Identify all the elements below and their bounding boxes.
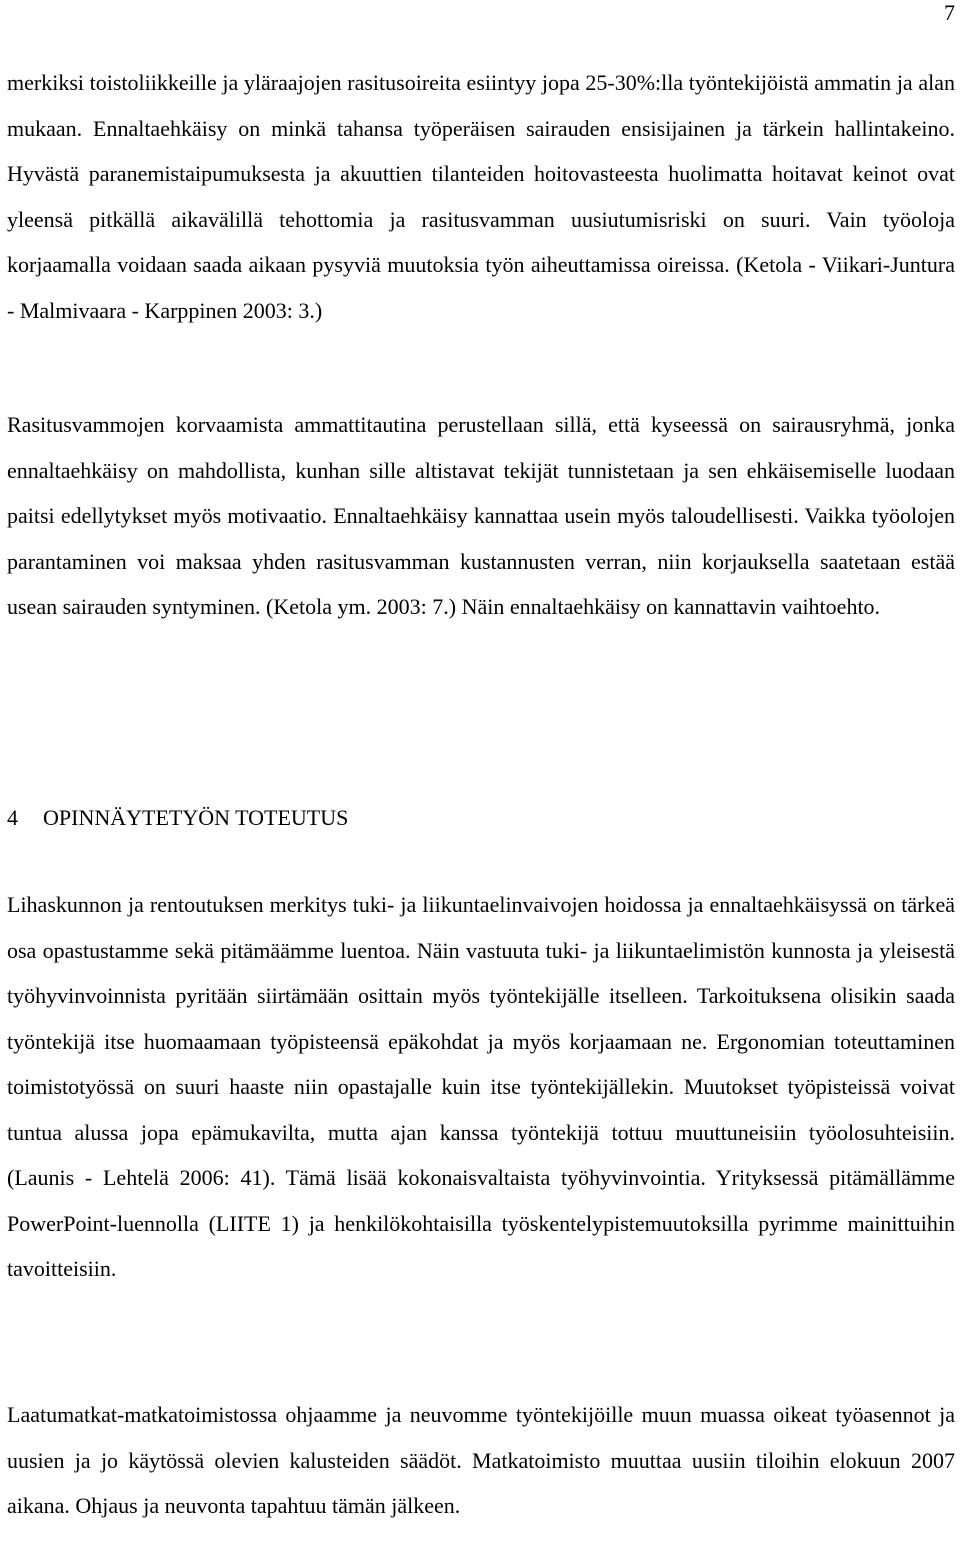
section-paragraph-1: Lihaskunnon ja rentoutuksen merkitys tuki- ja liikuntaelinvaivojen hoidossa ja ennaltaehkäisyssä on tärkeä osa opastustamme sekä pitämäämme luentoa. Näin vastuuta tuki- ja liikuntaelimistön kunnosta ja yleisestä työhyvinvoinnista pyritään siirtämään osittain myös työntekijälle itselleen. Tarkoituksena olisikin saada työntekijä itse huomaamaan työpisteensä epäkohdat ja myös korjaamaan ne. Ergonomian toteuttaminen toimistotyössä on suuri haaste niin opastajalle kuin itse työntekijällekin. Muutokset työpisteissä voivat tuntua alussa jopa epämukavilta, mutta ajan kanssa työntekijä tottuu muuttuneisiin työolosuhteisiin. (Launis - Lehtelä 2006: 41). Tämä lisää kokonaisvaltaista työhyvinvointia. Yrityksessä pitämällämme PowerPoint-luennolla (LIITE 1) ja henkilökohtaisilla työskentelypistemuutoksilla pyrimme mainittuihin tavoitteisiin. — [7, 892, 955, 1281]
section-title: OPINNÄYTETYÖN TOTEUTUS — [43, 805, 349, 830]
section-heading — [7, 800, 348, 836]
section-number: 4 — [7, 805, 18, 830]
body-paragraph-1: merkiksi toistoliikkeille ja yläraajojen rasitusoireita esiintyy jopa 25-30%:lla työntekijöistä ammatin ja alan mukaan. Ennaltaehkäisy on minkä tahansa työperäisen sairauden ensisijainen ja tärkein hallintakeino. Hyvästä paranemistaipumuksesta ja akuuttien tilanteiden hoitovasteesta huolimatta hoitavat keinot ovat yleensä pitkällä aikavälillä tehottomia ja rasitusvamman uusiutumisriski on suuri. Vain työoloja korjaamalla voidaan saada aikaan pysyviä muutoksia työn aiheuttamissa oireissa. (Ketola - Viikari-Juntura - Malmivaara - Karppinen 2003: 3.) — [7, 70, 955, 323]
body-paragraph-2: Rasitusvammojen korvaamista ammattitautina perustellaan sillä, että kyseessä on sairausryhmä, jonka ennaltaehkäisy on mahdollista, kunhan sille altistavat tekijät tunnistetaan ja sen ehkäisemiselle luodaan paitsi edellytykset myös motivaatio. Ennaltaehkäisy kannattaa usein myös taloudellisesti. Vaikka työolojen parantaminen voi maksaa yhden rasitusvamman kustannusten verran, niin korjauksella saatetaan estää usean sairauden syntyminen. (Ketola ym. 2003: 7.) Näin ennaltaehkäisy on kannattavin vaihtoehto. — [7, 412, 955, 619]
page-number: 7 — [944, 0, 955, 25]
section-paragraph-2: Laatumatkat-matkatoimistossa ohjaamme ja neuvomme työntekijöille muun muassa oikeat työasennot ja uusien ja jo käytössä olevien kalusteiden säädöt. Matkatoimisto muuttaa uusiin tiloihin elokuun 2007 aikana. Ohjaus ja neuvonta tapahtuu tämän jälkeen. — [7, 1402, 955, 1518]
